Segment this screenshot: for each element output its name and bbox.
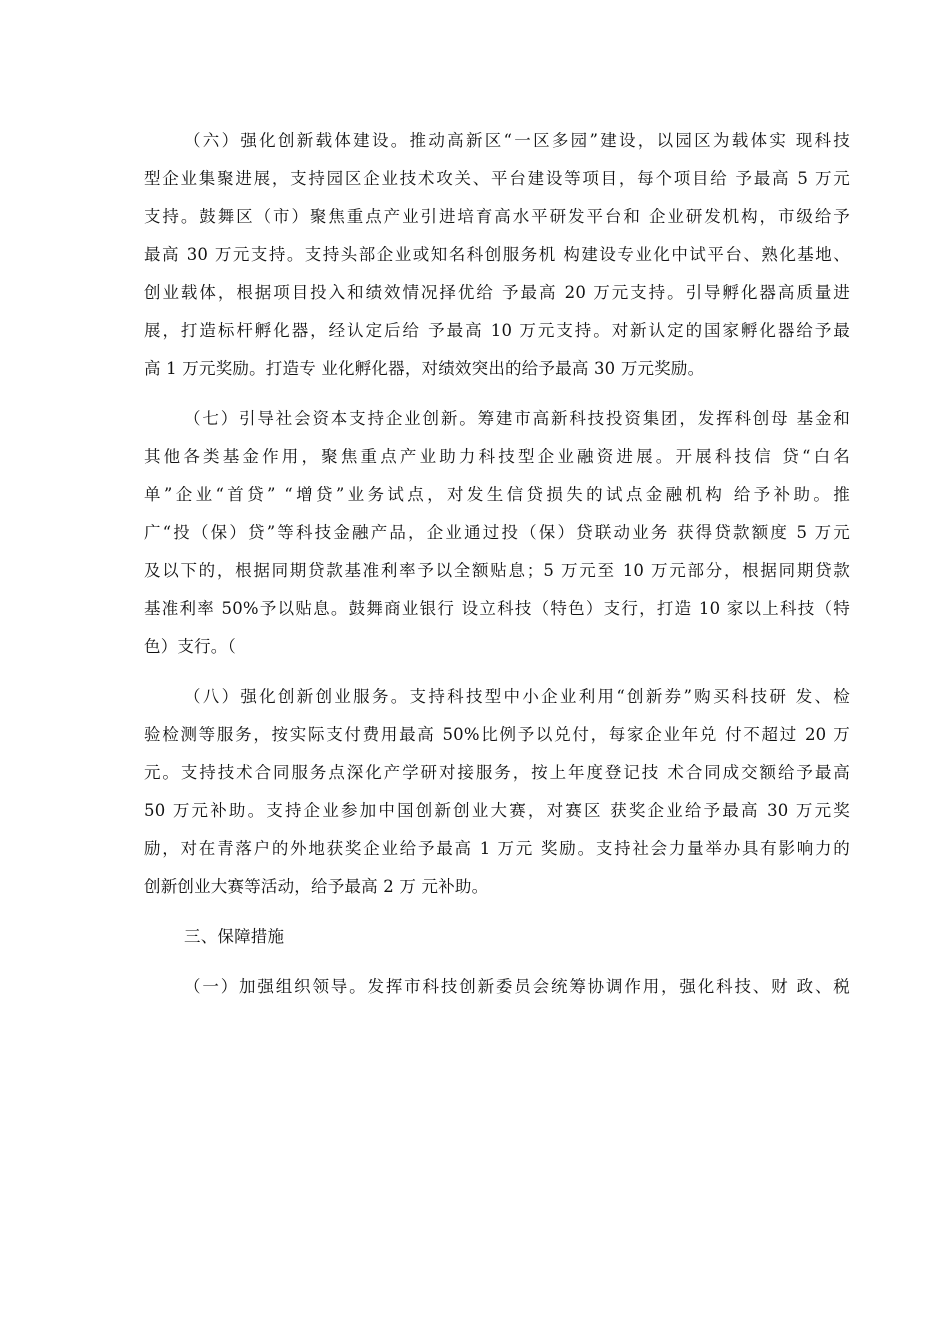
text-line: 高 1 万元奖励。打造专 业化孵化器，对绩效突出的给予最高 30 万元奖励。	[144, 359, 705, 378]
text-line: 最高 30 万元支持。支持头部企业或知名科创服务机 构建设专业化中试平台、熟化基地、	[144, 245, 850, 264]
paragraph-7-social-capital	[144, 400, 850, 666]
text-line: 验检测等服务，按实际支付费用最高 50%比例予以兑付，每家企业年兑 付不超过 20 万	[144, 725, 850, 744]
text-line: 展，打造标杆孵化器，经认定后给 予最高 10 万元支持。对新认定的国家孵化器给予最	[144, 321, 850, 340]
text-line: 50 万元补助。支持企业参加中国创新创业大赛，对赛区 获奖企业给予最高 30 万元奖	[144, 801, 850, 820]
section-heading-safeguards	[144, 918, 850, 956]
text-line: 单”企业“首贷” “增贷”业务试点，对发生信贷损失的试点金融机构 给予补助。推	[144, 485, 850, 504]
text-line: 励，对在青落户的外地获奖企业给予最高 1 万元 奖励。支持社会力量举办具有影响力的	[144, 839, 850, 858]
text-line: 其他各类基金作用，聚焦重点产业助力科技型企业融资进展。开展科技信 贷“白名	[144, 447, 850, 466]
text-line: 色）支行。（	[144, 637, 236, 656]
paragraph-1-organizational-leadership	[144, 968, 850, 1006]
text-line: （一）加强组织领导。发挥市科技创新委员会统筹协调作用，强化科技、财 政、税	[184, 977, 850, 996]
text-line: 基准利率 50%予以贴息。鼓舞商业银行 设立科技（特色）支行，打造 10 家以上科技（特	[144, 599, 850, 618]
text-line: （八）强化创新创业服务。支持科技型中小企业利用“创新券”购买科技研 发、检	[184, 687, 850, 706]
paragraph-8-entrepreneurship-services	[144, 678, 850, 906]
text-line: 创业载体，根据项目投入和绩效情况择优给 予最高 20 万元支持。引导孵化器高质量进	[144, 283, 850, 302]
text-line: 广“投（保）贷”等科技金融产品，企业通过投（保）贷联动业务 获得贷款额度 5 万元	[144, 523, 850, 542]
text-line: 及以下的，根据同期贷款基准利率予以全额贴息；5 万元至 10 万元部分，根据同期贷款	[144, 561, 850, 580]
text-line: （七）引导社会资本支持企业创新。筹建市高新科技投资集团，发挥科创母 基金和	[184, 409, 850, 428]
section-heading: 三、保障措施	[184, 927, 285, 946]
document-body	[144, 122, 850, 1018]
text-line: 元。支持技术合同服务点深化产学研对接服务，按上年度登记技 术合同成交额给予最高	[144, 763, 850, 782]
text-line: 创新创业大赛等活动，给予最高 2 万 元补助。	[144, 877, 489, 896]
text-line: 型企业集聚进展，支持园区企业技术攻关、平台建设等项目，每个项目给 予最高 5 万元	[144, 169, 850, 188]
text-line: （六）强化创新载体建设。推动高新区“一区多园”建设，以园区为载体实 现科技	[184, 131, 850, 150]
paragraph-6-innovation-carriers	[144, 122, 850, 388]
text-line: 支持。鼓舞区（市）聚焦重点产业引进培育高水平研发平台和 企业研发机构，市级给予	[144, 207, 850, 226]
